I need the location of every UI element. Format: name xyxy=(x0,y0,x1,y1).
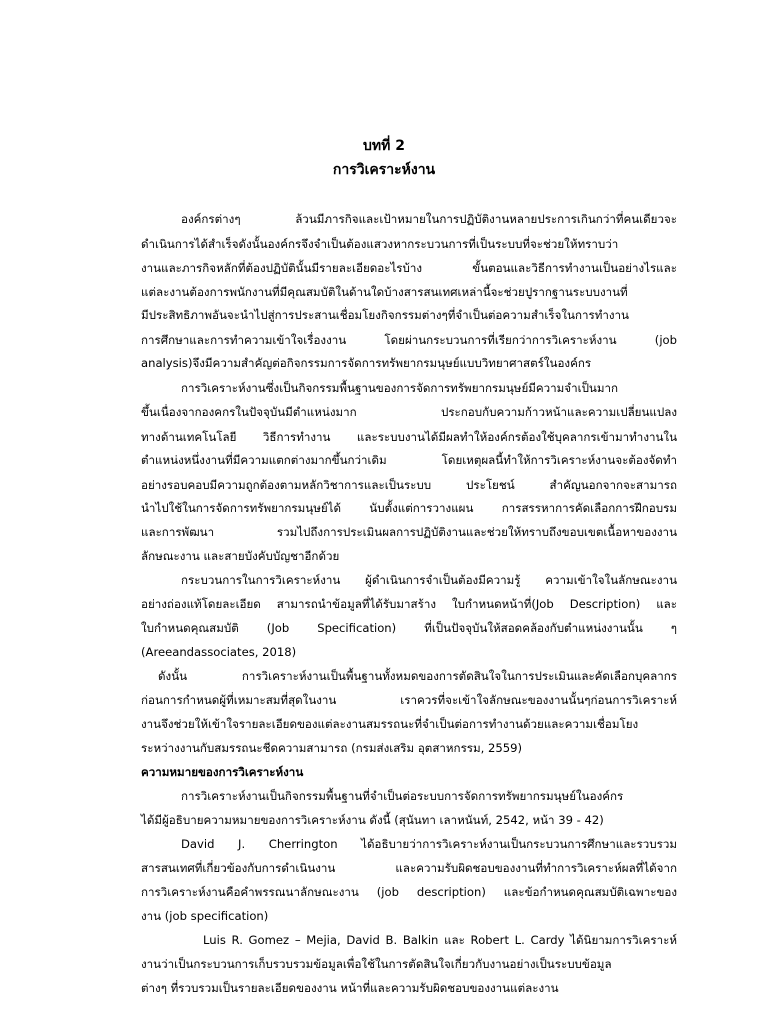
paragraph-line: ดังนั้น การวิเคราะห์งานเป็นพื้นฐานทั้งหมดของการตัดสินใจในการประเมินและคัดเลือกบุคลากร xyxy=(158,669,677,683)
paragraph-line: ใบกำหนดคุณสมบัติ (Job Specification) ที่เป็นปัจจุบันให้สอดคล้องกับตำแหน่งงานนั้น ๆ xyxy=(141,621,677,635)
paragraph-line: David J. Cherrington ได้อธิบายว่าการวิเคราะห์งานเป็นกระบวนการศึกษาและรวบรวม xyxy=(181,837,677,851)
paragraph-line: ดำเนินการได้สำเร็จดังนั้นองค์กรจึงจำเป็นต้องแสวงหากระบวนการที่เป็นระบบที่จะช่วยให้ทราบว่า xyxy=(141,237,619,251)
paragraph-line: analysis)จึงมีความสำคัญต่อกิจกรรมการจัดการทรัพยากรมนุษย์แบบวิทยาศาสตร์ในองค์กร xyxy=(141,356,592,370)
chapter-number: บทที่ 2 xyxy=(363,138,405,154)
paragraph-line: ขึ้นเนื่องจากองคกรในปัจจุบันมีตำแหน่งมาก ประกอบกับความก้าวหน้าและความเปลี่ยนแปลง xyxy=(141,405,677,419)
paragraph-line: มีประสิทธิภาพอันจะนำไปสู่การประสานเชื่อมโยงกิจกรรมต่างๆที่จำเป็นต่อความสำเร็จในการทำงาน xyxy=(141,308,629,322)
paragraph-line: องค์กรต่างๆ ล้วนมีภารกิจและเป้าหมายในการปฏิบัติงานหลายประการเกินกว่าที่คนเดียวจะ xyxy=(181,212,677,226)
chapter-title: การวิเคราะห์งาน xyxy=(332,162,436,178)
paragraph-line: งาน (job specification) xyxy=(141,909,269,923)
paragraph-line: ลักษณะงาน และสายบังคับบัญชาอีกด้วย xyxy=(141,549,340,563)
paragraph-line: การวิเคราะห์งานเป็นกิจกรรมพื้นฐานที่จำเป็นต่อระบบการจัดการทรัพยากรมนุษย์ในองค์กร xyxy=(181,789,624,803)
paragraph-line: การวิเคราะห์งานคือคำพรรณนาลักษณะงาน (job description) และข้อกำหนดคุณสมบัติเฉพาะของ xyxy=(141,885,677,899)
paragraph-line: และการพัฒนา รวมไปถึงการประเมินผลการปฏิบัติงานและช่วยให้ทราบถึงขอบเขตเนื้อหาของงาน xyxy=(141,525,677,539)
paragraph-line: งานว่าเป็นกระบวนการเก็บรวบรวมข้อมูลเพื่อใช้ในการตัดสินใจเกี่ยวกับงานอย่างเป็นระบบข้อมูล xyxy=(141,957,612,971)
section-heading: ความหมายของการวิเคราะห์งาน xyxy=(141,765,304,779)
paragraph-line: ได้มีผู้อธิบายความหมายของการวิเคราะห์งาน ดังนี้ (สุนันทา เลาหนันท์, 2542, หน้า 39 - 42) xyxy=(141,813,604,827)
paragraph-line: งานจึงช่วยให้เข้าใจรายละเอียดของแต่ละงานสมรรถนะที่จำเป็นต่อการทำงานด้วยและความเชื่อมโยง xyxy=(141,717,639,731)
paragraph-line: สารสนเทศที่เกี่ยวข้องกับการดำเนินงาน และความรับผิดชอบของงานที่ทำการวิเคราะห์ผลที่ได้จาก xyxy=(141,861,677,875)
paragraph-line: กระบวนการในการวิเคราะห์งาน ผู้ดำเนินการจำเป็นต้องมีความรู้ ความเข้าใจในลักษณะงาน xyxy=(181,573,677,587)
paragraph-line: อย่างรอบคอบมีความถูกต้องตามหลักวิชาการและเป็นระบบ ประโยชน์ สำคัญนอกจากจะสามารถ xyxy=(141,478,677,492)
paragraph-line: อย่างถ่องแท้โดยละเอียด สามารถนำข้อมูลที่ได้รับมาสร้าง ใบกำหนดหน้าที่(Job Description) และ xyxy=(141,597,677,611)
paragraph-line: ระหว่างงานกับสมรรถนะชีดความสามารถ (กรมส่งเสริม อุตสาหกรรม, 2559) xyxy=(141,741,523,755)
paragraph-line: งานและภารกิจหลักที่ต้องปฏิบัตินั้นมีรายละเอียดอะไรบ้าง ขั้นตอนและวิธีการทำงานเป็นอย่างไรและ xyxy=(141,261,677,275)
paragraph-line: ตำแหน่งหนึ่งงานที่มีความแตกต่างมากขึ้นกว่าเดิม โดยเหตุผลนี้ทำให้การวิเคราะห์งานจะต้องจัดทำ xyxy=(141,453,677,467)
paragraph-line: การวิเคราะห์งานซึ่งเป็นกิจกรรมพื้นฐานของการจัดการทรัพยากรมนุษย์มีความจำเป็นมาก xyxy=(181,381,619,395)
paragraph-line: ก่อนการกำหนดผู้ที่เหมาะสมที่สุดในงาน เราควรที่จะเข้าใจลักษณะของงานนั้นๆก่อนการวิเคราะห์ xyxy=(141,693,677,707)
paragraph-line: การศึกษาและการทำความเข้าใจเรื่องงาน โดยผ่านกระบวนการที่เรียกว่าการวิเคราะห์งาน (job xyxy=(141,333,677,347)
paragraph-line: ต่างๆ ที่รวบรวมเป็นรายละเอียดของงาน หน้าที่และความรับผิดชอบของงานแต่ละงาน xyxy=(141,981,559,995)
paragraph-line: นำไปใช้ในการจัดการทรัพยากรมนุษย์ได้ นับตั้งแต่การวางแผน การสรรหาการคัดเลือกการฝึกอบรม xyxy=(141,501,677,515)
paragraph-line: แต่ละงานต้องการพนักงานที่มีคุณสมบัติในด้านใดบ้างสารสนเทศเหล่านี้จะช่วยปูรากฐานระบบงานที่ xyxy=(141,285,628,299)
paragraph-line: Luis R. Gomez – Mejia, David B. Balkin และ Robert L. Cardy ได้นิยามการวิเคราะห์ xyxy=(203,933,677,947)
paragraph-line: ทางด้านเทคโนโลยี วิธีการทำงาน และระบบงานได้มีผลทำให้องค์กรต้องใช้บุคลากรเข้ามาทำงานใน xyxy=(141,430,677,444)
paragraph-line: (Areeandassociates, 2018) xyxy=(141,645,297,659)
